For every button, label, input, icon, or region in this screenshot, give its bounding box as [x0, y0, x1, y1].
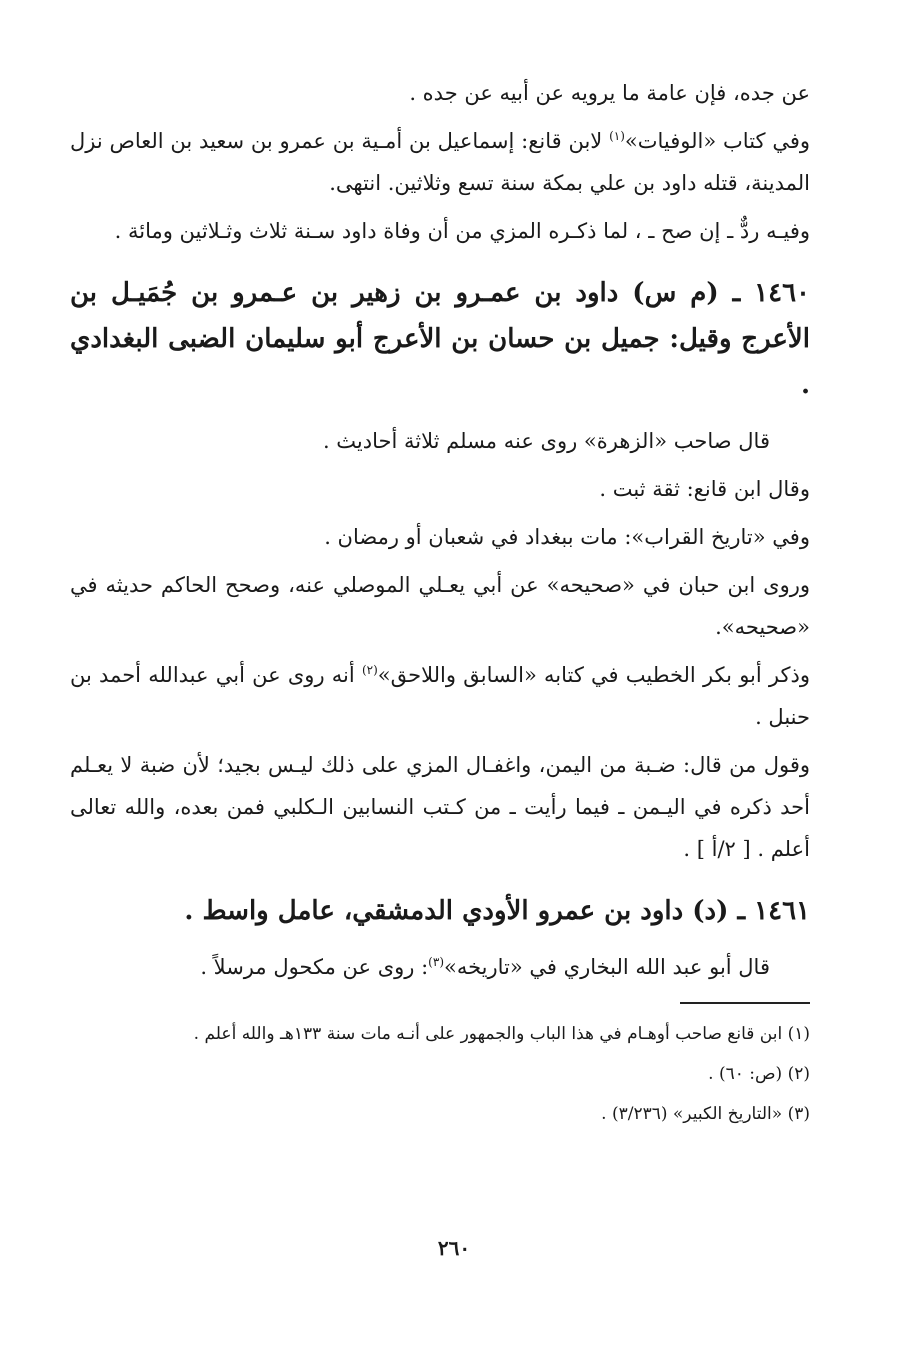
footnote-1: (١) ابن قانع صاحب أوهـام في هذا الباب والجمهور على أنـه مات سنة ١٣٣هـ والله أعلم .	[193, 1024, 810, 1044]
footnote-ref-3[interactable]: (٣)	[428, 955, 444, 969]
paragraph-text: لابن قانع: إسماعيل بن أمـية بن عمرو بن سعيد بن العاص نزل المدينة، قتله داود بن علي بمكة سنة تسع وثلاثين. انتهى.	[70, 129, 810, 195]
paragraph-zahra	[70, 420, 810, 462]
paragraph-dabba	[70, 744, 810, 870]
footnotes-section	[70, 1016, 810, 1132]
paragraph-text: : روى عن مكحول مرسلاً .	[200, 955, 429, 979]
footnote-2: (٢) (ص: ٦٠) .	[708, 1064, 810, 1084]
entry-title-1460: ١٤٦٠ ـ (م س) داود بن عمـرو بن زهير بن عـمرو بن جُمَيـل بن الأعرج وقيل: جميل بن حسان بن الأعرج أبو سليمان الضبى البغدادي .	[70, 278, 810, 400]
paragraph-continuation	[70, 72, 810, 114]
paragraph-ibn-hibban	[70, 564, 810, 648]
paragraph-bukhari	[70, 946, 810, 988]
paragraph-ibn-qani-wafayat	[70, 120, 810, 204]
paragraph-text: قال صاحب «الزهرة» روى عنه مسلم ثلاثة أحاديث .	[322, 429, 770, 453]
footnote-3: (٣) «التاريخ الكبير» (٣/٢٣٦) .	[601, 1104, 810, 1124]
paragraph-text: وقول من قال: ضـبة من اليمن، واغفـال المزي على ذلك ليـس بجيد؛ لأن ضبة لا يعـلم أحد ذكره في اليـمن ـ فيما رأيت ـ من كـتب النسابين الـكلبي فمن بعده، والله تعالى أعلم . [ ٢/أ ] .	[70, 753, 810, 861]
entry-title-1461: ١٤٦١ ـ (د) داود بن عمرو الأودي الدمشقي، عامل واسط .	[184, 896, 810, 926]
paragraph-text: وروى ابن حبان في «صحيحه» عن أبي يعـلي الموصلي عنه، وصحح الحاكم حديثه في «صحيحه».	[70, 573, 810, 639]
page-body	[70, 72, 810, 1136]
paragraph-text: وفيـه ردٌّ ـ إن صح ـ ، لما ذكـره المزي من أن وفاة داود سـنة ثلاث وثـلاثين ومائة .	[114, 219, 810, 243]
paragraph-khatib	[70, 654, 810, 738]
paragraph-text: وفي كتاب «الوفيات»	[624, 129, 810, 153]
paragraph-ibn-qani-thiqa	[70, 468, 810, 510]
footnote-ref-1[interactable]: (١)	[609, 129, 625, 143]
footnote-ref-2[interactable]: (٢)	[361, 663, 378, 677]
paragraph-text: قال أبو عبد الله البخاري في «تاريخه»	[444, 955, 770, 979]
paragraph-text: وفي «تاريخ القراب»: مات ببغداد في شعبان أو رمضان .	[324, 525, 810, 549]
paragraph-text: وقال ابن قانع: ثقة ثبت .	[599, 477, 810, 501]
paragraph-rebuttal	[70, 210, 810, 252]
paragraph-text: عن جده، فإن عامة ما يرويه عن أبيه عن جده .	[409, 81, 810, 105]
paragraph-text: أنه روى عن أبي عبدالله أحمد بن حنبل .	[70, 663, 810, 729]
paragraph-tarikh-qurrab	[70, 516, 810, 558]
footnote-separator	[680, 1002, 810, 1004]
page-number: ٢٦٠	[437, 1236, 471, 1260]
paragraph-text: وذكر أبو بكر الخطيب في كتابه «السابق واللاحق»	[377, 663, 810, 687]
